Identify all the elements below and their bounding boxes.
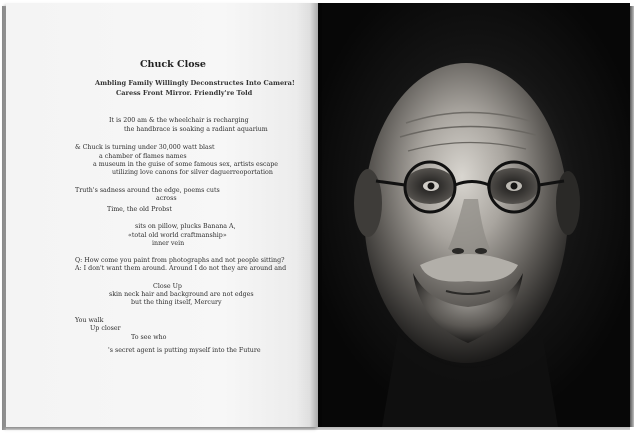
poem	[6, 3, 318, 427]
poem-line: Time, the old Probst	[107, 206, 172, 213]
poem-line: sits on pillow, plucks Banana A,	[135, 223, 236, 230]
poem-line: but the thing itself, Mercury	[131, 299, 222, 306]
poem-line: & Chuck is turning under 30,000 watt blast	[75, 144, 215, 151]
poem-title: Chuck Close	[140, 59, 206, 70]
portrait-photograph	[318, 3, 630, 427]
pupil-right	[511, 183, 518, 190]
poem-line: Truth's sadness around the edge, poems cuts	[75, 187, 220, 194]
poem-line: It is 200 am & the wheelchair is recharging	[109, 117, 249, 124]
poem-line: «total old world craftmanship»	[128, 232, 227, 239]
poem-line: utilizing love canons for silver daguerreoportation	[112, 169, 273, 176]
nostril-left	[452, 248, 464, 254]
poem-line: a museum in the guise of some famous sex, artists escape	[93, 161, 279, 168]
poem-line: across	[156, 195, 177, 202]
poem-subtitle-2: Caress Front Mirror. Friendly're Told	[116, 89, 253, 97]
book-gutter	[310, 3, 322, 427]
poem-line: Q: How come you paint from photographs and not people sitting?	[75, 257, 285, 264]
poem-line: inner vein	[152, 240, 185, 247]
poem-line: To see who	[131, 334, 167, 341]
poem-line: the handbrace is soaking a radiant aquarium	[124, 126, 268, 133]
right-page-photograph	[318, 3, 630, 427]
nostril-right	[475, 248, 487, 254]
ear-left	[354, 169, 382, 237]
poem-line: A: I don't want them around. Around I do not they are around and	[75, 265, 287, 272]
poem-line: Up closer	[90, 325, 121, 332]
left-page	[6, 3, 318, 427]
poem-line: a chamber of flames names	[99, 153, 187, 160]
poem-subtitle-1: Ambling Family Willingly Deconstructes Into Camera!	[95, 79, 295, 87]
poem-line: Close Up	[153, 283, 182, 290]
book-right-edge	[630, 6, 634, 427]
poem-line: You walk	[75, 317, 104, 324]
poem-line: skin neck hair and background are not edges	[109, 291, 254, 298]
pupil-left	[428, 183, 435, 190]
poem-line: 's secret agent is putting myself into the Future	[108, 347, 261, 354]
